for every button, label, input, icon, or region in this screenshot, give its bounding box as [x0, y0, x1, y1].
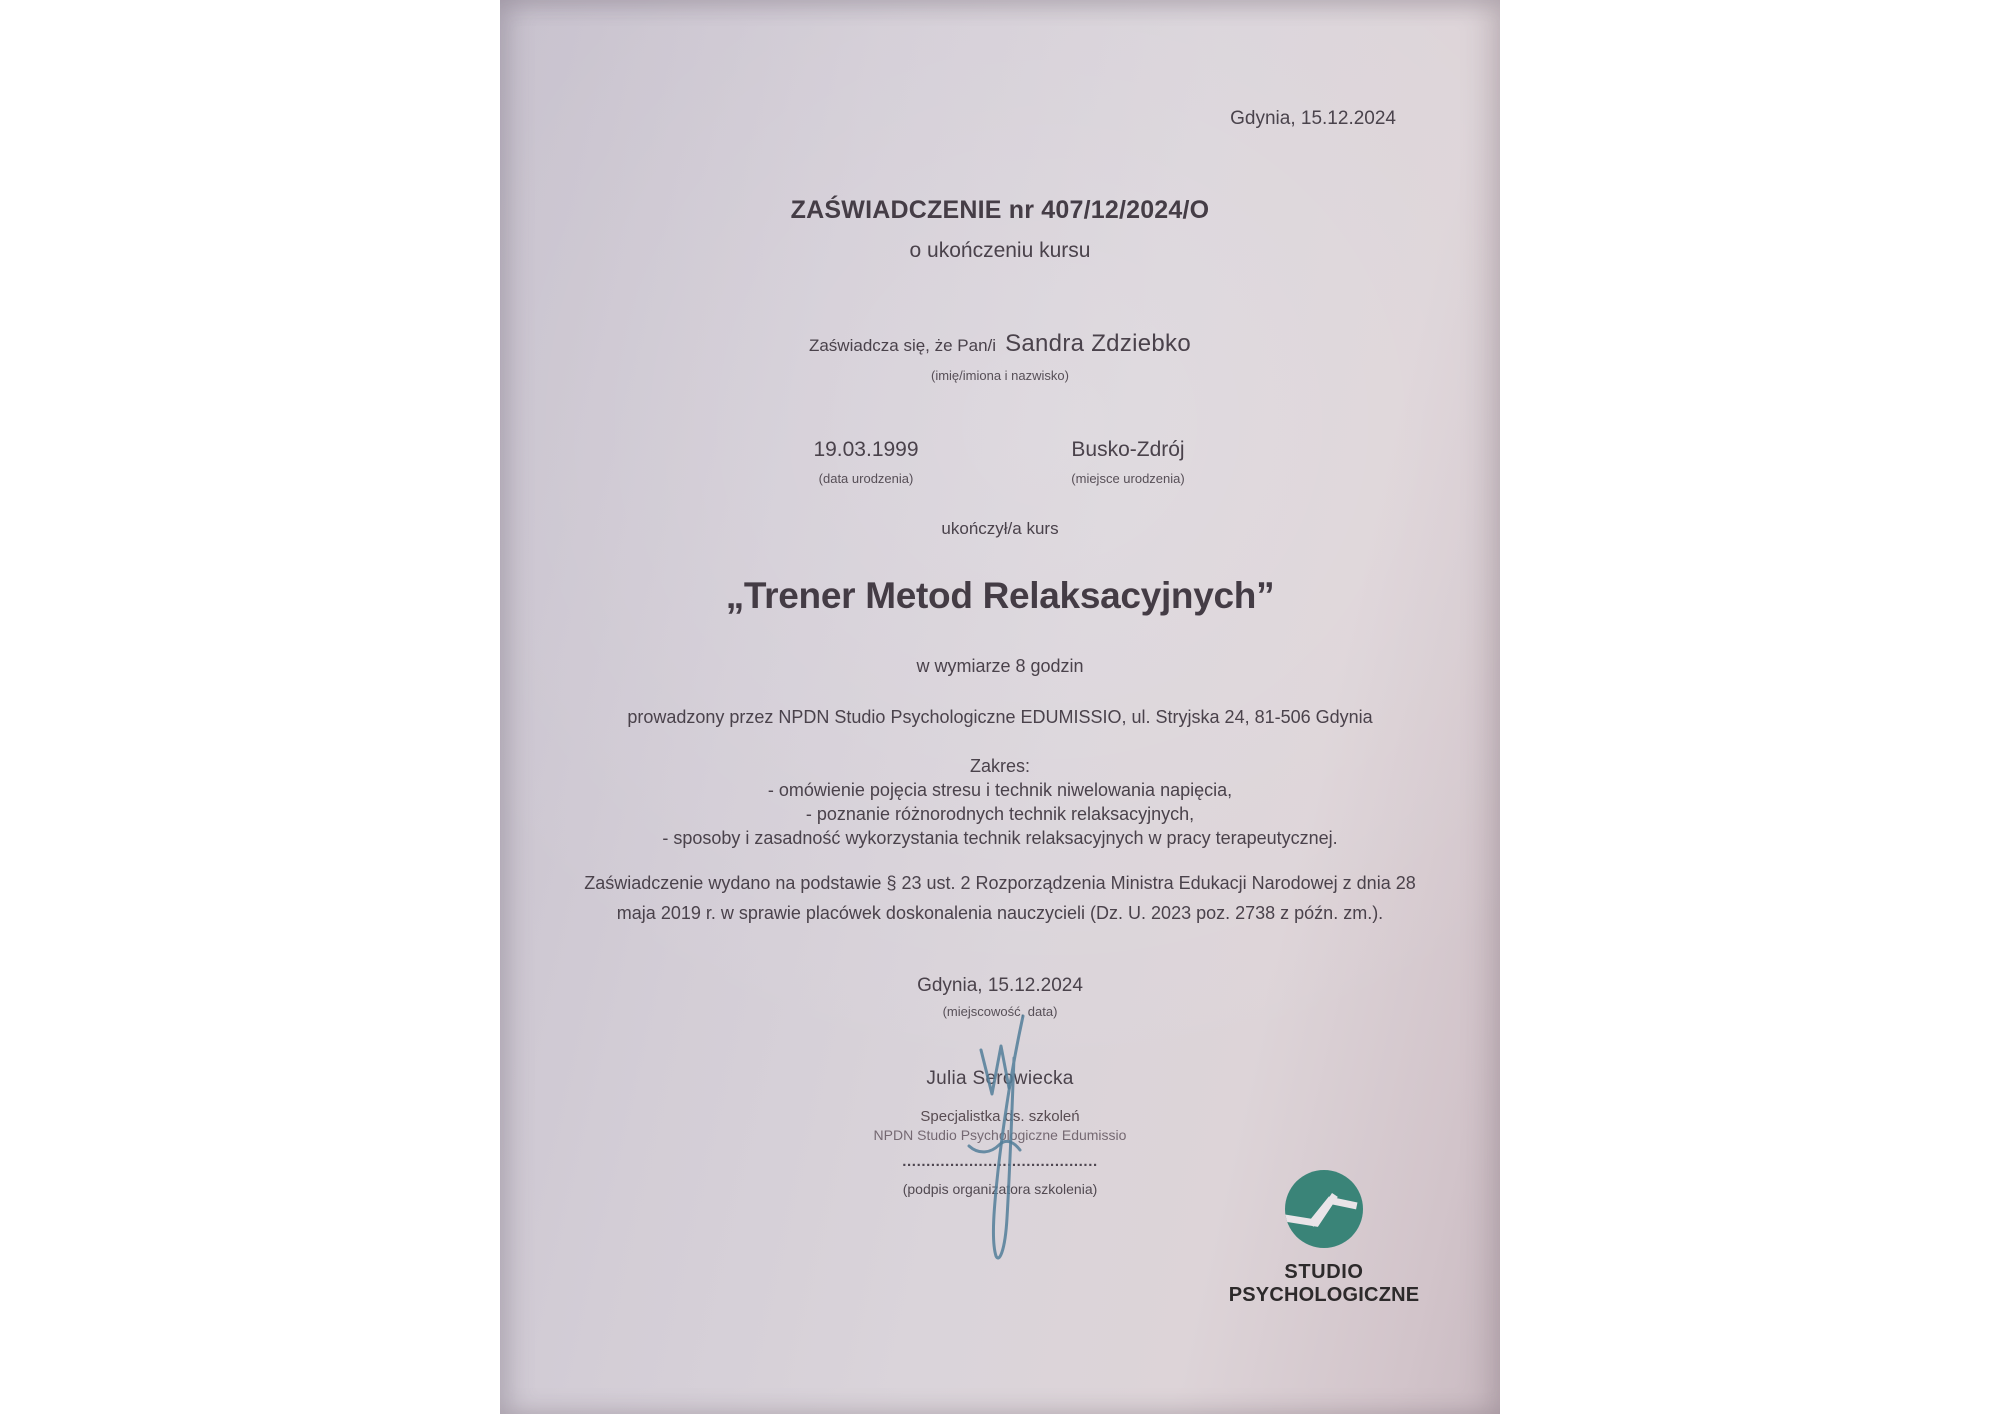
- signer-role: Specjalistka ds. szkoleń: [920, 1108, 1080, 1125]
- certify-prefix: Zaświadcza się, że Pan/i: [808, 336, 997, 355]
- course-title: „Trener Metod Relaksacyjnych”: [725, 575, 1275, 616]
- studio-psychologiczne-logo: [1206, 1170, 1442, 1306]
- completed-label: ukończył/a kurs: [941, 519, 1059, 538]
- person-name-caption: (imię/imiona i nazwisko): [931, 368, 1069, 383]
- certificate-subtitle: o ukończeniu kursu: [909, 239, 1091, 262]
- birth-place-value: Busko-Zdrój: [1071, 438, 1185, 461]
- issue-caption: (miejscowość, data): [942, 1004, 1058, 1019]
- issue-place-date: Gdynia, 15.12.2024: [917, 975, 1083, 996]
- logo-text-line2: PSYCHOLOGICZNE: [1228, 1284, 1420, 1306]
- birth-date-block: [756, 438, 976, 462]
- birth-date-caption: (data urodzenia): [818, 471, 914, 486]
- signature-dotted-line: .........................................: [902, 1153, 1098, 1170]
- course-provider: prowadzony przez NPDN Studio Psychologiczne EDUMISSIO, ul. Stryjska 24, 81-506 Gdynia: [627, 707, 1373, 727]
- signer-name: Julia Serowiecka: [926, 1068, 1074, 1089]
- signature-caption: (podpis organizatora szkolenia): [902, 1181, 1098, 1197]
- scope-item: - omówienie pojęcia stresu i technik niwelowania napięcia,: [767, 780, 1233, 800]
- birth-place-caption: (miejsce urodzenia): [1071, 471, 1185, 486]
- scope-item: - poznanie różnorodnych technik relaksacyjnych,: [805, 804, 1195, 824]
- course-duration: w wymiarze 8 godzin: [916, 656, 1084, 676]
- person-name: Sandra Zdziebko: [1005, 330, 1192, 357]
- logo-mark-icon: [1285, 1170, 1363, 1248]
- scope-section: [500, 754, 1500, 850]
- scope-label: Zakres:: [969, 756, 1030, 776]
- signer-organization: NPDN Studio Psychologiczne Edumissio: [873, 1127, 1127, 1143]
- certificate-title: ZAŚWIADCZENIE nr 407/12/2024/O: [790, 196, 1210, 224]
- logo-text-line1: STUDIO: [1284, 1261, 1364, 1283]
- scope-item: - sposoby i zasadność wykorzystania technik relaksacyjnych w pracy terapeutycznej.: [662, 828, 1338, 848]
- birth-date-value: 19.03.1999: [813, 438, 919, 461]
- certificate-page: [500, 0, 1500, 1414]
- header-date: Gdynia, 15.12.2024: [1230, 108, 1396, 129]
- certify-line: [500, 330, 1500, 358]
- birth-place-block: [1018, 438, 1238, 462]
- legal-basis-paragraph: Zaświadczenie wydano na podstawie § 23 ust. 2 Rozporządzenia Ministra Edukacji Narodowej z dnia 28 maja 2019 r. w sprawie placówek doskonalenia nauczycieli (Dz. U. 2023 poz. 2738 z późn. zm.).: [584, 873, 1416, 923]
